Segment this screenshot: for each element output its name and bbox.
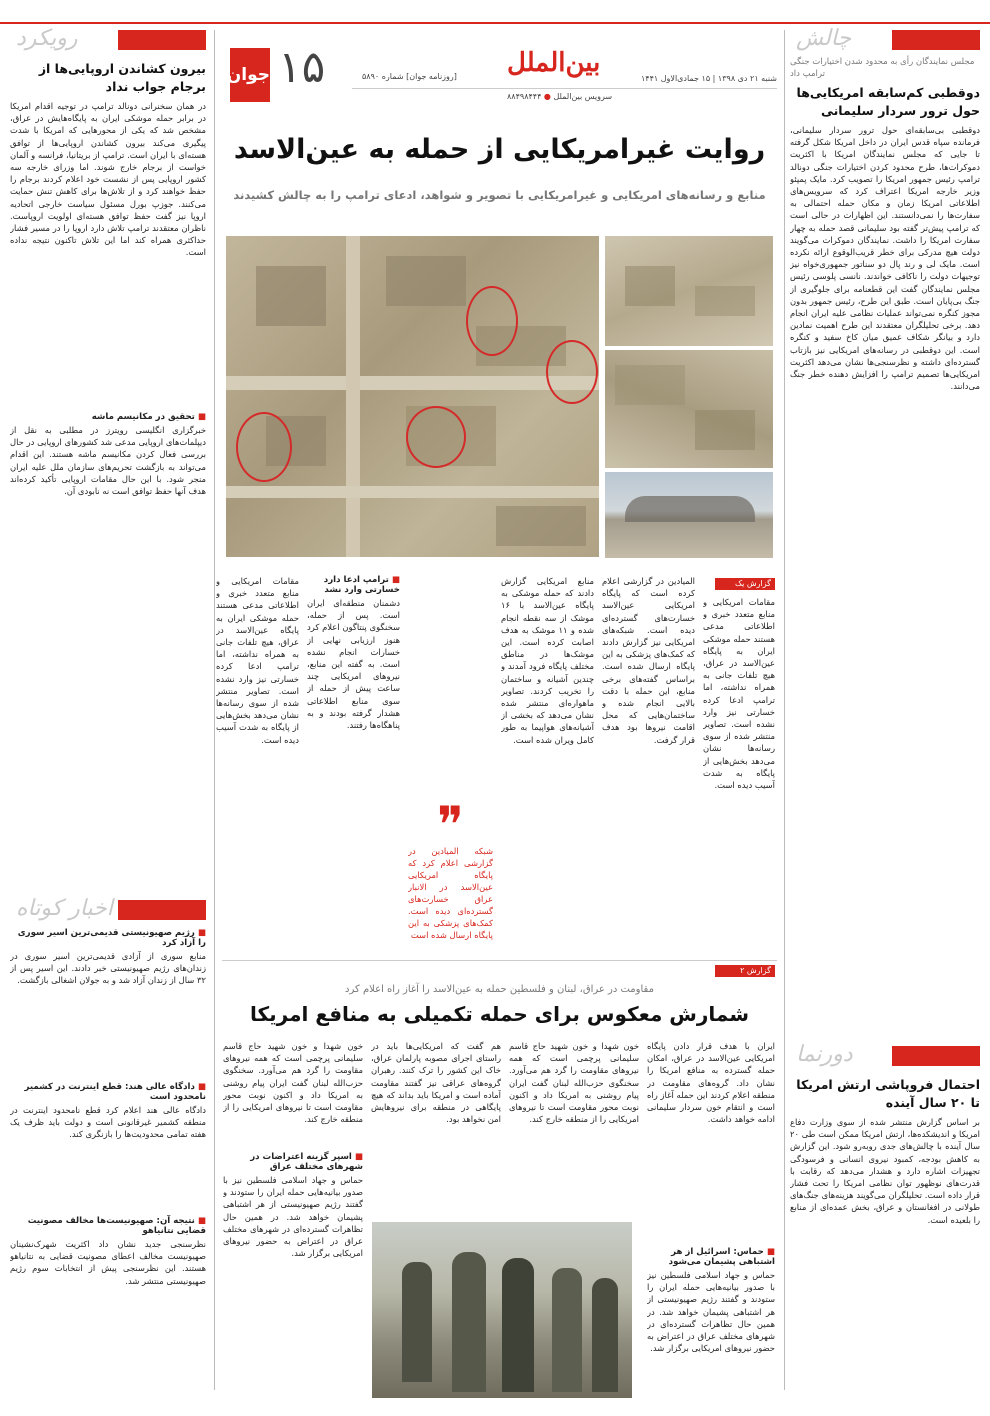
article-body: در همان سخنرانی دونالد ترامپ در توجیه اقدام امریکا در برابر حمله موشکی ایران به پایگاه‌هایش در عراق، مشخص شد که یکی از محورهایی که امریکا با شدت پیگیری می‌کند بیرون کشاندن اروپایی‌ها از توافق هسته‌ای با ایران است. ترامپ از بریتانیا، فرانسه و آلمان خواست از برجام خارج شوند. اما وزرای خارجه سه کشور اروپایی پس از نشست خود اعلام کردند برجام را حفظ خواهند کرد و از تلاش‌ها برای کاهش تنش حمایت می‌کنند. جوزپ بورل مسئول سیاست خارجی اتحادیه اروپا نیز گفت حفظ توافق هسته‌ای اولویت اروپاست. ناظران معتقدند ترامپ تلاش دارد اروپا را در مسیر فشار حداکثری همراه کند اما این تلاش تاکنون نتیجه نداده است. [10,101,206,258]
section-label-text: دورنما [796,1042,853,1067]
article-body: مقامات امریکایی و منابع متعدد خبری و اطلاعاتی مدعی هستند حمله موشکی ایران به پایگاه عین‌الاسد در عراق، هیچ تلفات جانی به همراه نداشته، اما ترامپ ادعا کرده خسارتی نیز وارد نشده است. تصاویر منتشر شده از سوی رسانه‌ها نشان می‌دهد بخش‌هایی از پایگاه به شدت آسیب دیده است. [216,576,299,745]
short-news [10,896,206,1348]
article-title: احتمال فروپاشی ارتش امریکا تا ۲۰ سال آینده [796,1077,980,1110]
hangar-photo [605,472,773,558]
main-headline: روایت غیرامریکایی از حمله به عین‌الاسد [233,134,766,165]
section-label-challenge [790,26,980,51]
news-title: دادگاه عالی هند: قطع اینترنت در کشمیر نامحدود است [24,1082,206,1102]
report1-col5 [307,575,400,952]
section-head-text: تحقیق در مکانیسم ماشه [91,412,195,422]
main-subtitle: منابع و رسانه‌های امریکایی و غیرامریکایی با تصویر و شواهد، ادعای ترامپ را به چالش کشیدند [233,188,766,202]
article-body: دشمنان منطقه‌ای ایران است. پس از حمله، سخنگوی پنتاگون اعلام کرد هنوز ارزیابی نهایی از خسارات انجام نشده است. به گفته این منابع، نیروهای امریکایی چند ساعت پیش از حمله از سوی منابع اطلاعاتی هشدار گرفته بودند و به پناهگاه‌ها رفتند. [307,598,400,731]
section-title: بین‌الملل [507,48,601,78]
article-body: بر اساس گزارش منتشر شده از سوی وزارت دفاع امریکا و اندیشکده‌ها، ارتش امریکا ممکن است طی ۲۰ سال آینده با چالش‌های جدی روبه‌رو شود. این گزارش به کاهش بودجه، کمبود نیروی انسانی و فرسودگی تجهیزات اشاره دارد و هشدار می‌دهد که رقابت با قدرت‌های نوظهور توان نظامی امریکا را تحت فشار قرار داده است. تحلیلگران می‌گویند هزینه‌های جنگ‌های طولانی در افغانستان و عراق، بخش عمده‌ای از منابع را بلعیده است. [790,1117,980,1225]
report1-col6 [216,575,299,956]
section-head-text: ترامپ ادعا دارد خسارتی وارد نشد [323,575,400,595]
section-head-text: اسپر گزینه اعتراضات در شهرهای مختلف عراق [250,1152,363,1172]
section-head: ■ ترامپ ادعا دارد خسارتی وارد نشد [323,575,400,595]
article-body: دوقطبی بی‌سابقه‌ای حول ترور سردار سلیمانی، فرمانده سپاه قدس ایران در داخل امریکا شکل گرفته تا جایی که مجلس نمایندگان امریکا با اکثریت دموکرات‌ها، طرح محدود کردن اختیارات جنگی دونالد ترامپ رئیس جمهور امریکا را تصویب کرد. مایک پمپئو وزیر خارجه امریکا اعتراف کرد که سرویس‌های اطلاعاتی امریکا زمان و مکان حمله احتمالی به سفارت‌ها را نمی‌دانستند. این اظهارات در حالی است که ترامپ پیش‌تر گفته بود سلیمانی قصد حمله به چهار سفارت امریکا را داشت. نمایندگان دموکرات می‌گویند دولت هیچ مدرکی برای خطر قریب‌الوقوع ارائه نکرده است. مایک لی و رند پال دو سناتور جمهوری‌خواه نیز توجیهات دولت را ناکافی خواندند. نانسی پلوسی رئیس مجلس نمایندگان گفت این قطعنامه برای جلوگیری از جنگ بی‌پایان است. طبق این طرح، رئیس جمهور بدون مجوز کنگره نمی‌تواند عملیات نظامی علیه ایران انجام دهد. برخی تحلیلگران معتقدند این طرح اهمیت نمادین دارد و بیانگر شکاف عمیق میان کاخ سفید و کنگره است. این دوقطبی در رسانه‌های امریکایی نیز بازتاب گسترده‌ای داشته و نظرسنجی‌ها نشان می‌دهد اکثریت امریکایی‌ها تصمیم ترامپ را افزایش دهنده خطر جنگ می‌دانند. [790,125,980,392]
editor-line: سرویس بین‌الملل ● ۸۸۴۹۸۴۴۴ [507,92,613,101]
article-body: مقامات امریکایی و منابع متعدد خبری و اطلاعاتی مدعی هستند حمله موشکی ایران به پایگاه عین‌الاسد در عراق، هیچ تلفات جانی به همراه نداشته، اما ترامپ ادعا کرده خسارتی نیز وارد نشده است. تصاویر منتشر شده از سوی رسانه‌ها نشان می‌دهد بخش‌هایی از پایگاه به شدت آسیب دیده است. [703,597,775,791]
article-body: خون شهدا و خون شهید حاج قاسم سلیمانی پرچمی است که همه نیروهای مقاومت را گرد هم می‌آورد. سخنگوی حزب‌الله لبنان گفت ایران پیام روشنی به امریکا داد و اکنون نوبت محور مقاومت است تا نیروهای امریکایی را از منطقه خارج کند. [509,1041,639,1125]
militia-photo [372,1222,632,1398]
damage-marker [546,340,598,404]
report2-headline: شمارش معکوس برای حمله تکمیلی به منافع امریکا [249,1002,750,1026]
news-item: ■ نتیجه آن: صهیونیست‌ها مخالف مصونیت قضایی نتانیاهو نظرسنجی جدید نشان داد اکثریت شهرک‌نشینان صهیونیست مخالف اعطای مصونیت قضایی به نتانیاهو هستند. این نظرسنجی پیش از انتخابات سوم رژیم صهیونیستی منتشر شد. [10,1216,206,1348]
article-body-b: خبرگزاری انگلیسی رویترز در مطلبی به نقل از دیپلمات‌های اروپایی مدعی شد کشورهای اروپایی در حال بررسی فعال کردن مکانیسم ماشه هستند. این اقدام می‌تواند به بازگشت تحریم‌های سازمان ملل علیه ایران منجر شود. با این حال مقامات اروپایی تأکید کرده‌اند هدف آنها حفظ توافق است نه نابودی آن. [10,425,206,497]
news-text: دادگاه عالی هند اعلام کرد قطع نامحدود اینترنت در منطقه کشمیر غیرقانونی است و دولت باید ظرف یک هفته تمامی محدودیت‌ها را بازنگری کند. [10,1105,206,1140]
article-body: حماس و جهاد اسلامی فلسطین نیز با صدور بیانیه‌هایی حمله ایران را ستودند و گفتند رژیم صهیونیستی از هر اشتباهی پشیمان خواهد شد. در همین حال تظاهرات گسترده‌ای در شهرهای مختلف عراق در اعتراض به حضور نیروهای امریکایی برگزار شد. [223,1175,363,1259]
article-body: ایران با هدف قرار دادن پایگاه امریکایی عین‌الاسد در عراق، امکان حمله گسترده به منافع امریکا را نشان داد. گروه‌های مقاومت در منطقه اعلام کردند این حمله آغاز راه است و انتقام خون سردار سلیمانی ادامه خواهد داشت. [647,1041,775,1125]
report2-col1 [647,1040,775,1389]
section-label-text: چالش [796,26,852,51]
masthead [222,44,777,114]
column-divider [214,30,215,1390]
news-title: رژیم صهیونیستی قدیمی‌ترین اسیر سوری را آزاد کرد [17,928,206,948]
news-text: منابع سوری از آزادی قدیمی‌ترین اسیر سوری در زندان‌های رژیم صهیونیستی خبر دادند. این اسیر پس از ۳۲ سال از زندان آزاد شد و به جولان اشغالی بازگشت. [10,951,206,986]
report1-col2 [602,575,695,956]
article-title: بیرون کشاندن اروپایی‌ها از برجام جواب نداد [38,61,206,94]
pull-quote: شبکه المیادین در گزارشی اعلام کرد که پایگاه امریکایی عین‌الاسد در الانبار عراق خسارت‌های گسترده‌ای دیده است. کمک‌های پزشکی به این پایگاه ارسال شده است [408,846,493,940]
report-tag: گزارش یک [715,578,775,590]
news-title: نتیجه آن: صهیونیست‌ها مخالف مصونیت قضایی نتانیاهو [27,1216,206,1236]
report1-pullquote [408,575,493,963]
section-label-text: اخبار کوتاه [16,896,113,921]
damage-marker [466,286,518,356]
article-body: حماس و جهاد اسلامی فلسطین نیز با صدور بیانیه‌هایی حمله ایران را ستودند و گفتند رژیم صهیونیستی از هر اشتباهی پشیمان خواهد شد. در همین حال تظاهرات گسترده‌ای در شهرهای مختلف عراق در اعتراض به حضور نیروهای امریکایی برگزار شد. [647,1270,775,1354]
quote-mark-icon: ❞ [437,796,464,854]
article-body: منابع امریکایی گزارش دادند که حمله موشکی به پایگاه عین‌الاسد با ۱۶ موشک از سه نقطه انجام شده و ۱۱ موشک به هدف اصابت کرده است. این موشک‌ها در مناطق مختلف پایگاه فرود آمدند و چندین آشیانه و ساختمان را تخریب کردند. تصاویر ماهواره‌ای منتشر شده نشان می‌دهد که بخشی از آشیانه‌های هواپیما به طور کامل ویران شده است. [501,576,594,745]
right-column-bottom [790,1042,980,1416]
report2-col2 [509,1040,639,1220]
damage-marker [236,412,292,482]
article-body: خون شهدا و خون شهید حاج قاسم سلیمانی پرچمی است که همه نیروهای مقاومت را گرد هم می‌آورد. سخنگوی حزب‌الله لبنان گفت ایران پیام روشنی به امریکا داد و اکنون نوبت محور مقاومت است تا نیروهای امریکایی را از منطقه خارج کند. [223,1041,363,1125]
satellite-photo-main [226,236,599,557]
section-label-approach [10,26,206,51]
section-label-text: رویکرد [16,26,78,51]
section-head: ■ حماس: اسرائیل از هر اشتباهی پشیمان می‌شود [668,1247,775,1267]
report-tag: گزارش ۲ [715,965,775,977]
article-body: هم گفت که امریکایی‌ها باید در راستای اجرای مصوبه پارلمان عراق، خاک این کشور را ترک کنند. رهبران گروه‌های عراقی نیز گفتند مقاومت آماده است و امریکا باید بداند که هیچ پایگاهی در منطقه برای نیروهایش امن نخواهد بود. [371,1041,501,1125]
date-line: شنبه ۲۱ دی ۱۳۹۸ | ۱۵ جمادی‌الاول ۱۴۴۱ [640,74,777,83]
left-column [10,26,206,844]
satellite-photo-3 [605,350,773,468]
issue-info: [روزنامه جوان] شماره ۵۸۹۰ [362,72,457,81]
damage-marker [406,406,466,468]
section-head: ■ تحقیق در مکانیسم ماشه [91,412,206,422]
news-item: ■ رژیم صهیونیستی قدیمی‌ترین اسیر سوری را آزاد کرد منابع سوری از آزادی قدیمی‌ترین اسیر سوری در زندان‌های رژیم صهیونیستی خبر دادند. این اسیر پس از ۳۲ سال از زندان آزاد شد و به جولان اشغالی بازگشت. [10,928,206,1080]
news-text: نظرسنجی جدید نشان داد اکثریت شهرک‌نشینان صهیونیست مخالف اعطای مصونیت قضایی به نتانیاهو هستند. این نظرسنجی پیش از انتخابات سوم رژیم صهیونیستی منتشر شد. [10,1239,206,1286]
section-label-news [10,896,206,921]
page-number: ۱۵ [278,42,326,93]
article-title: دوقطبی کم‌سابقه امریکایی‌ها حول ترور سردار سلیمانی [796,85,980,118]
section-label-outlook [790,1042,980,1067]
satellite-photo-2 [605,236,773,346]
report1-col3 [501,575,594,956]
logo: جوان [230,48,270,102]
column-divider [784,30,785,1390]
report2-col4 [223,1040,363,1404]
section-head: ■ اسپر گزینه اعتراضات در شهرهای مختلف عراق [250,1152,363,1172]
news-item: ■ دادگاه عالی هند: قطع اینترنت در کشمیر نامحدود است دادگاه عالی هند اعلام کرد قطع نامحدود اینترنت در منطقه کشمیر غیرقانونی است و دولت باید ظرف یک هفته تمامی محدودیت‌ها را بازنگری کند. [10,1082,206,1214]
report2-col3 [371,1040,501,1220]
report1-col1 [703,596,775,956]
report2-kicker: مقاومت در عراق، لبنان و فلسطین حمله به عین‌الاسد را آغاز راه اعلام کرد [345,984,654,995]
section-head-text: حماس: اسرائیل از هر اشتباهی پشیمان می‌شود [668,1247,775,1267]
article-body: المیادین در گزارشی اعلام کرده است که پایگاه امریکایی عین‌الاسد خسارت‌های گسترده‌ای دیده است. شبکه‌های امریکایی نیز گزارش دادند که کمک‌های پزشکی به این پایگاه ارسال شده است. براساس گفته‌های برخی منابع، این حمله با دقت بالایی انجام شده و ساختمان‌هایی که محل اقامت نیروها بود هدف قرار گرفت. [602,576,695,745]
right-column [790,26,980,954]
article-kicker: مجلس نمایندگان رأی به محدود شدن اختیارات جنگی ترامپ داد [790,57,975,79]
